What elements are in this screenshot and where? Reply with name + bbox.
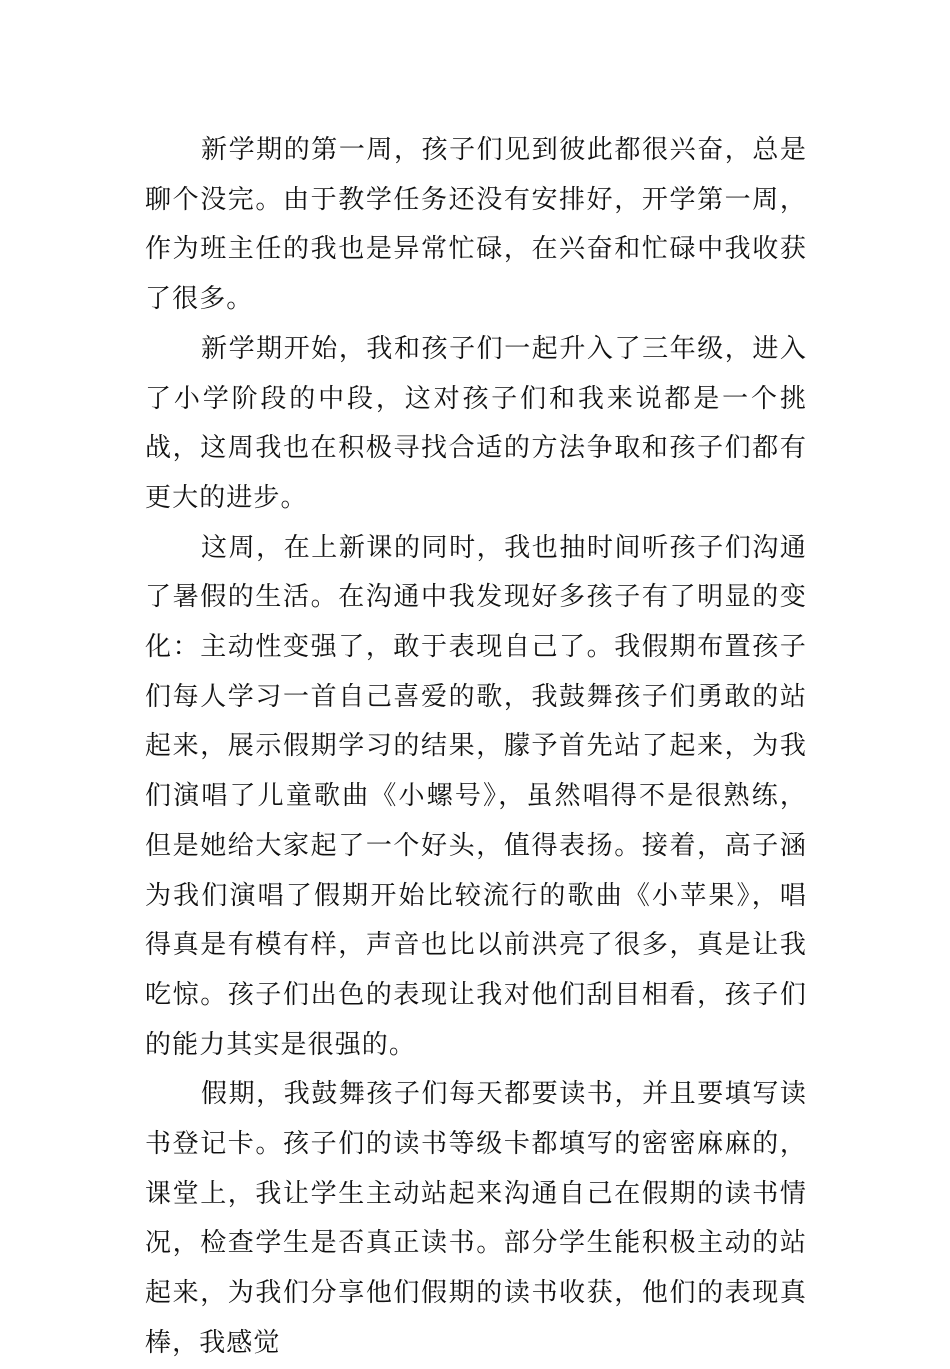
paragraph-3: 这周，在上新课的同时，我也抽时间听孩子们沟通了暑假的生活。在沟通中我发现好多孩子有了明显的变化：主动性变强了，敢于表现自己了。我假期布置孩子们每人学习一首自己喜爱的歌，我鼓舞孩子们勇敢的站起来，展示假期学习的结果，朦予首先站了起来，为我们演唱了儿童歌曲《小螺号》，虽然唱得不是很熟练，但是她给大家起了一个好头，值得表扬。接着，高子涵为我们演唱了假期开始比较流行的歌曲《小苹果》，唱得真是有模有样，声音也比以前洪亮了很多，真是让我吃惊。孩子们出色的表现让我对他们刮目相看，孩子们的能力其实是很强的。 [145,532,807,1060]
paragraph-2: 新学期开始，我和孩子们一起升入了三年级，进入了小学阶段的中段，这对孩子们和我来说都是一个挑战，这周我也在积极寻找合适的方法争取和孩子们都有更大的进步。 [145,333,807,513]
document-body [145,126,807,1369]
paragraph-4: 假期，我鼓舞孩子们每天都要读书，并且要填写读书登记卡。孩子们的读书等级卡都填写的密密麻麻的，课堂上，我让学生主动站起来沟通自己在假期的读书情况，检查学生是否真正读书。部分学生能积极主动的站起来，为我们分享他们假期的读书收获，他们的表现真棒，我感觉 [145,1079,807,1358]
paragraph-1: 新学期的第一周，孩子们见到彼此都很兴奋，总是聊个没完。由于教学任务还没有安排好，开学第一周，作为班主任的我也是异常忙碌，在兴奋和忙碌中我收获了很多。 [145,135,807,315]
